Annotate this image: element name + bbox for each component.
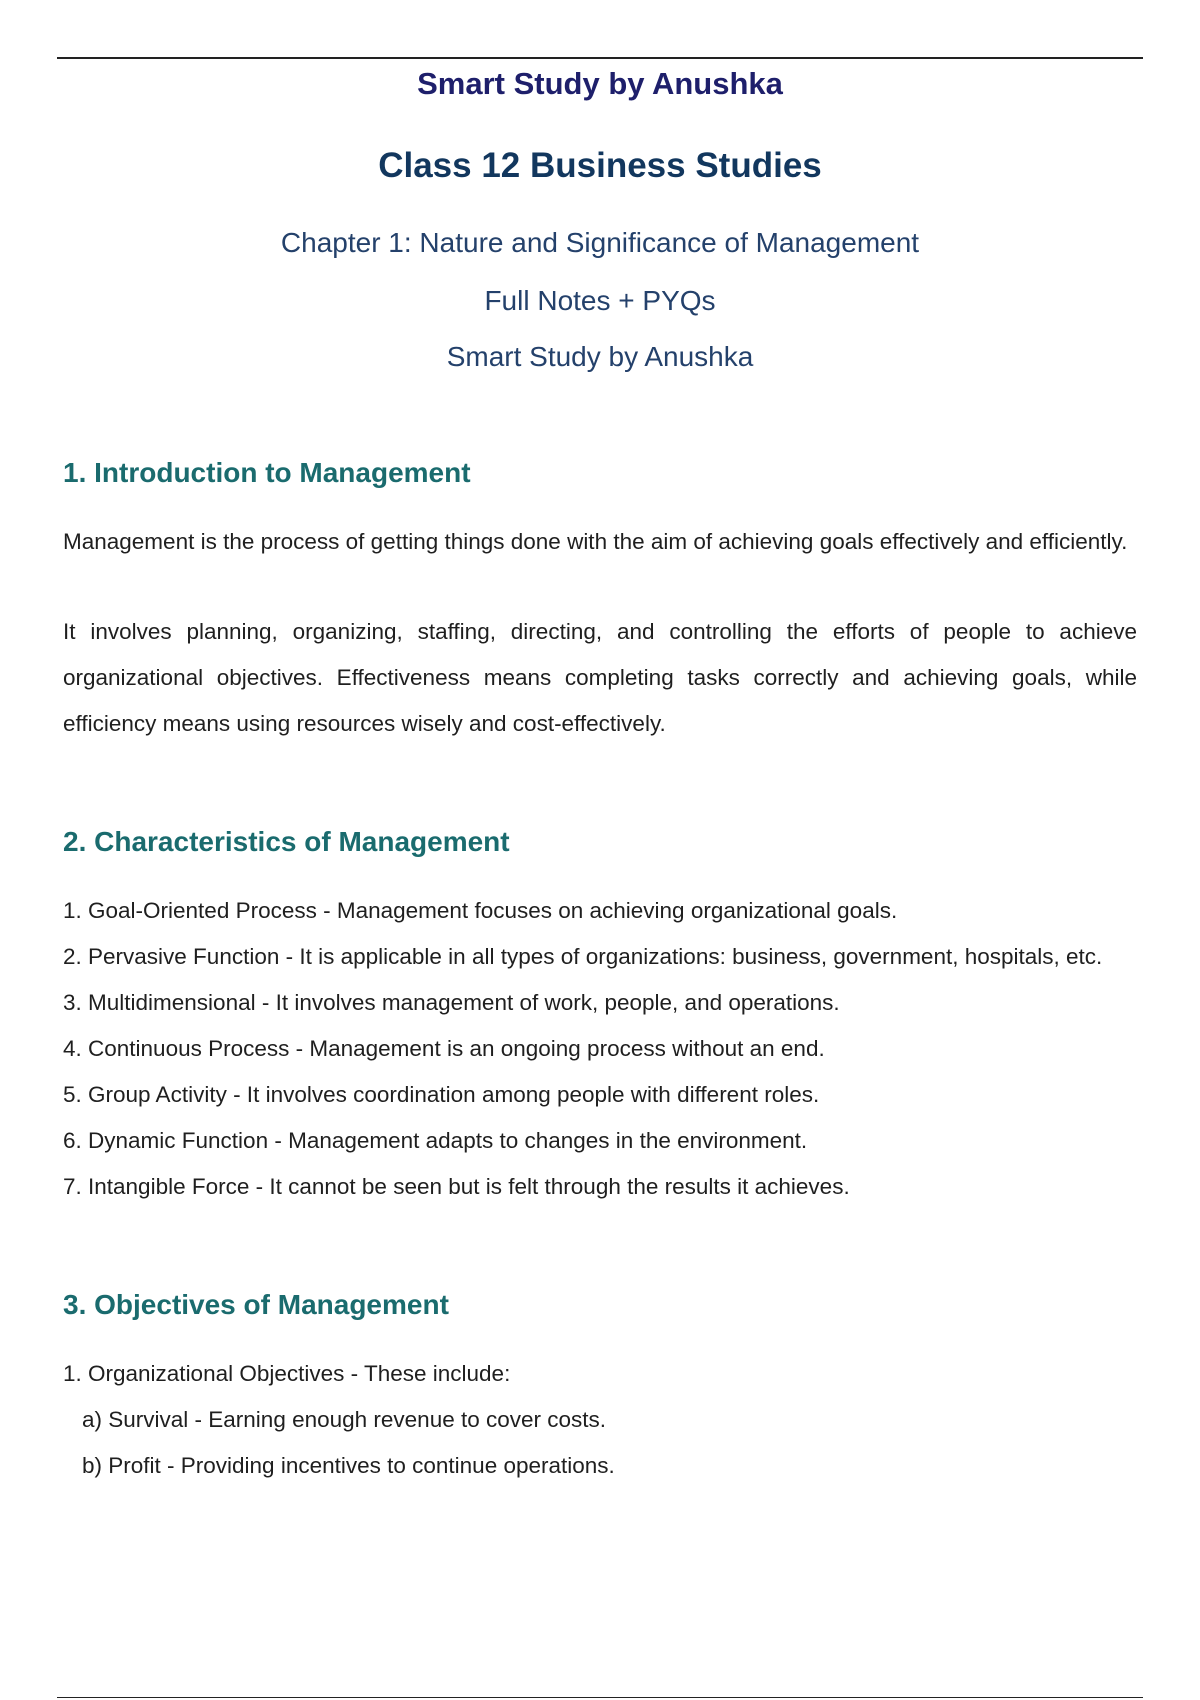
list-item: 1. Organizational Objectives - These include: (63, 1361, 511, 1386)
list-item: 4. Continuous Process - Management is an ongoing process without an end. (63, 1036, 825, 1061)
section-heading-introduction: 1. Introduction to Management (63, 457, 471, 488)
list-item: 5. Group Activity - It involves coordination among people with different roles. (63, 1082, 820, 1107)
brand-header: Smart Study by Anushka (417, 66, 783, 101)
notes-subtitle: Full Notes + PYQs (484, 285, 716, 316)
characteristics-list (63, 888, 1137, 1210)
paragraph: It involves planning, organizing, staffing, directing, and controlling the efforts of people to achieve organizational objectives. Effectiveness means completing tasks correctly and achieving goals, while efficiency means using resources wisely and cost-effectively. (63, 619, 1137, 736)
list-item: 6. Dynamic Function - Management adapts to changes in the environment. (63, 1128, 808, 1153)
brand-subtitle: Smart Study by Anushka (446, 341, 754, 372)
sub-list-item: a) Survival - Earning enough revenue to cover costs. (82, 1407, 607, 1432)
list-item: 7. Intangible Force - It cannot be seen but is felt through the results it achieves. (63, 1174, 850, 1199)
list-item: 1. Goal-Oriented Process - Management focuses on achieving organizational goals. (63, 898, 898, 923)
paragraph: Management is the process of getting things done with the aim of achieving goals effectively and efficiently. (63, 529, 1128, 554)
sub-list-item: b) Profit - Providing incentives to continue operations. (82, 1453, 615, 1478)
section-heading-characteristics: 2. Characteristics of Management (63, 826, 510, 857)
objectives-list (63, 1351, 1137, 1489)
document-title: Class 12 Business Studies (378, 146, 822, 185)
top-rule (57, 57, 1143, 59)
chapter-subtitle: Chapter 1: Nature and Significance of Management (280, 227, 920, 258)
bottom-rule (57, 1697, 1143, 1698)
list-item: 2. Pervasive Function - It is applicable in all types of organizations: business, government, hospitals, etc. (63, 944, 1103, 969)
section-heading-objectives: 3. Objectives of Management (63, 1289, 449, 1320)
document-page (63, 62, 1137, 1489)
list-item: 3. Multidimensional - It involves management of work, people, and operations. (63, 990, 840, 1015)
